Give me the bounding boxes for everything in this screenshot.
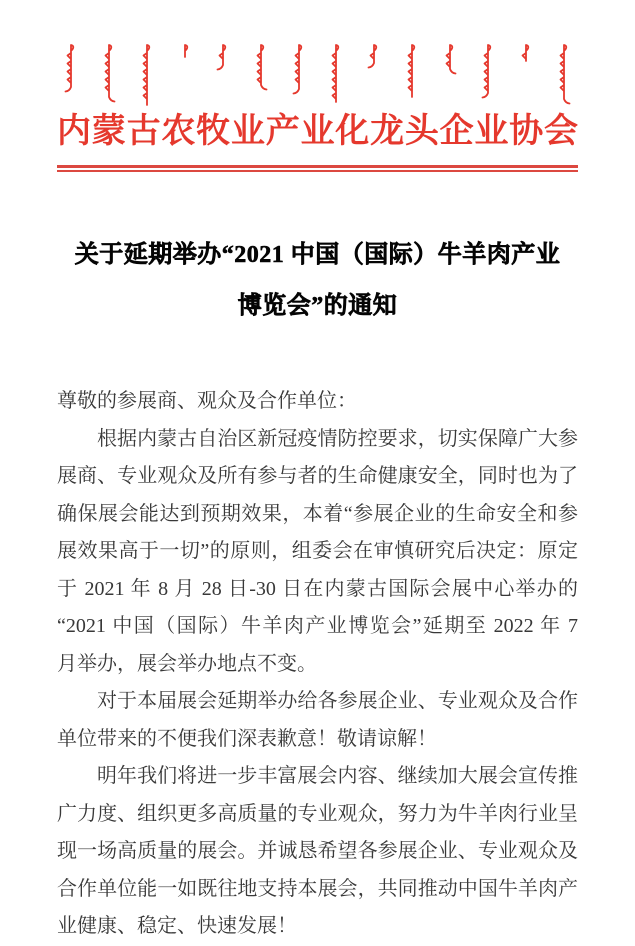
body-text-line: 合作单位能一如既往地支持本展会，共同推动中国牛羊肉产	[57, 877, 578, 900]
mongolian-script-word	[442, 42, 458, 80]
mongolian-script-word	[215, 42, 231, 76]
body-text-line: 单位带来的不便我们深表歉意！敬请谅解！	[57, 727, 437, 750]
mongolian-script-word	[63, 42, 79, 98]
mongolian-script-word	[480, 42, 496, 104]
body-text-line: 现一场高质量的展会。并诚恳希望各参展企业、专业观众及	[57, 840, 578, 862]
mongolian-script-banner	[57, 42, 578, 108]
body-text-line: 业健康、稳定、快速发展！	[57, 915, 297, 937]
mongolian-script-word	[139, 42, 155, 116]
letterhead-divider	[57, 165, 578, 172]
mongolian-script-word	[291, 42, 307, 100]
document-content	[57, 42, 578, 946]
body-text-line: 根据内蒙古自治区新冠疫情防控要求，切实保障广大参	[97, 427, 578, 450]
mongolian-script-word	[366, 42, 382, 74]
body-text-line: 广力度、组织更多高质量的专业观众，努力为牛羊肉行业呈	[57, 802, 578, 825]
mongolian-script-word	[101, 42, 117, 108]
organization-name: 内蒙古农牧业产业化龙头企业协会	[57, 113, 578, 150]
mongolian-script-word	[556, 42, 572, 110]
body-text-line: 展商、专业观众及所有参与者的生命健康安全，同时也为了	[57, 465, 578, 487]
notice-title-line1: 关于延期举办“2021 中国（国际）牛羊肉产业	[74, 242, 561, 268]
notice-body	[57, 383, 578, 946]
mongolian-script-word	[404, 42, 420, 108]
body-text-line: 尊敬的参展商、观众及合作单位：	[57, 390, 357, 412]
body-text-line: “2021 中国（国际）牛羊肉产业博览会”延期至 2022 年 7	[57, 615, 578, 637]
body-text-line: 月举办，展会举办地点不变。	[57, 652, 317, 675]
body-text-line: 明年我们将进一步丰富展会内容、继续加大展会宣传推	[97, 765, 578, 787]
mongolian-script-word	[177, 42, 193, 68]
body-text-line: 确保展会能达到预期效果，本着“参展企业的生命安全和参	[57, 502, 578, 525]
mongolian-script-word	[328, 42, 344, 113]
notice-title-line2: 博览会”的通知	[237, 293, 398, 319]
body-text-line: 对于本届展会延期举办给各参展企业、专业观众及合作	[97, 690, 578, 712]
body-text-line: 于 2021 年 8 月 28 日-30 日在内蒙古国际会展中心举办的	[57, 577, 578, 600]
body-text-line: 展效果高于一切”的原则，组委会在审慎研究后决定：原定	[57, 540, 578, 562]
notice-title	[57, 239, 578, 322]
mongolian-script-word	[253, 42, 269, 96]
mongolian-script-word	[518, 42, 534, 72]
notice-document-page	[0, 42, 635, 937]
